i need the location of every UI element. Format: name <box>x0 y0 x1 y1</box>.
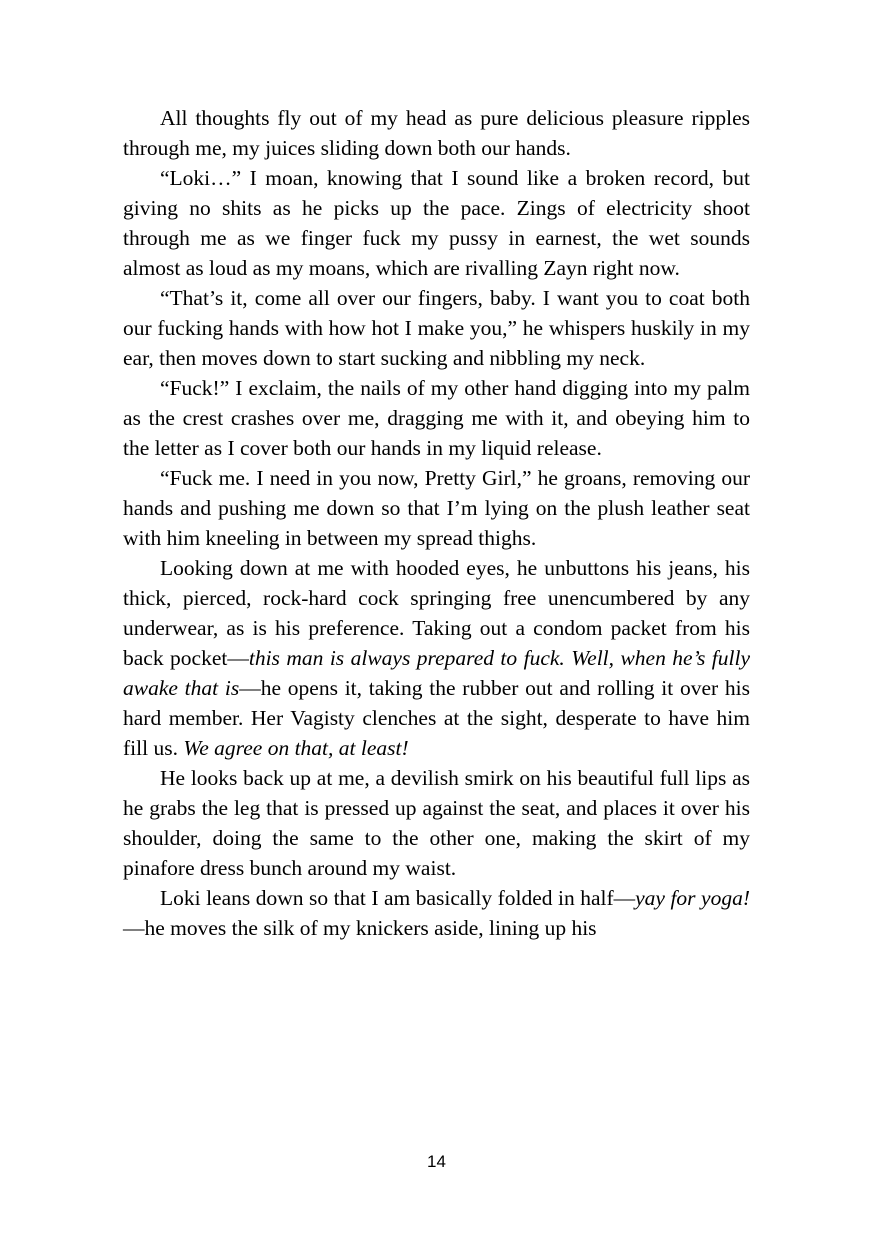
body-text: “That’s it, come all over our fingers, baby. I want you to coat both our fucking hands with how hot I make you,” he whispers huskily in my ear, then moves down to start sucking and nibbling my neck. <box>123 286 750 370</box>
body-text: He looks back up at me, a devilish smirk on his beautiful full lips as he grabs the leg that is pressed up against the seat, and places it over his shoulder, doing the same to the other one, making the skirt of my pinafore dress bunch around my waist. <box>123 766 750 880</box>
paragraph <box>123 103 750 163</box>
italic-text: We agree on that, at least! <box>183 736 409 760</box>
italic-text: this man is always prepared to fuck. Well, when he’s fully awake that is <box>123 646 750 700</box>
paragraph <box>123 553 750 763</box>
page-number: 14 <box>427 1152 446 1171</box>
paragraph <box>123 883 750 943</box>
body-text: —he moves the silk of my knickers aside, lining up his <box>123 916 597 940</box>
page-text <box>123 103 750 943</box>
paragraph <box>123 283 750 373</box>
body-text: All thoughts fly out of my head as pure delicious pleasure ripples through me, my juices sliding down both our hands. <box>123 106 750 160</box>
page-footer <box>0 1152 873 1172</box>
body-text: “Fuck me. I need in you now, Pretty Girl,” he groans, removing our hands and pushing me down so that I’m lying on the plush leather seat with him kneeling in between my spread thighs. <box>123 466 750 550</box>
italic-text: yay for yoga! <box>635 886 750 910</box>
body-text: “Fuck!” I exclaim, the nails of my other hand digging into my palm as the crest crashes over me, dragging me with it, and obeying him to the letter as I cover both our hands in my liquid release. <box>123 376 750 460</box>
body-text: Looking down at me with hooded eyes, he unbuttons his jeans, his thick, pierced, rock-hard cock springing free unencumbered by any underwear, as is his preference. Taking out a condom packet from his back pocket— <box>123 556 750 670</box>
paragraph <box>123 373 750 463</box>
paragraph <box>123 163 750 283</box>
paragraph <box>123 463 750 553</box>
body-text: Loki leans down so that I am basically folded in half— <box>160 886 636 910</box>
body-text: “Loki…” I moan, knowing that I sound like a broken record, but giving no shits as he picks up the pace. Zings of electricity shoot through me as we finger fuck my pussy in earnest, the wet sounds almost as loud as my moans, which are rivalling Zayn right now. <box>123 166 750 280</box>
body-text: —he opens it, taking the rubber out and rolling it over his hard member. Her Vagisty clenches at the sight, desperate to have him fill us. <box>123 676 751 760</box>
paragraph <box>123 763 750 883</box>
